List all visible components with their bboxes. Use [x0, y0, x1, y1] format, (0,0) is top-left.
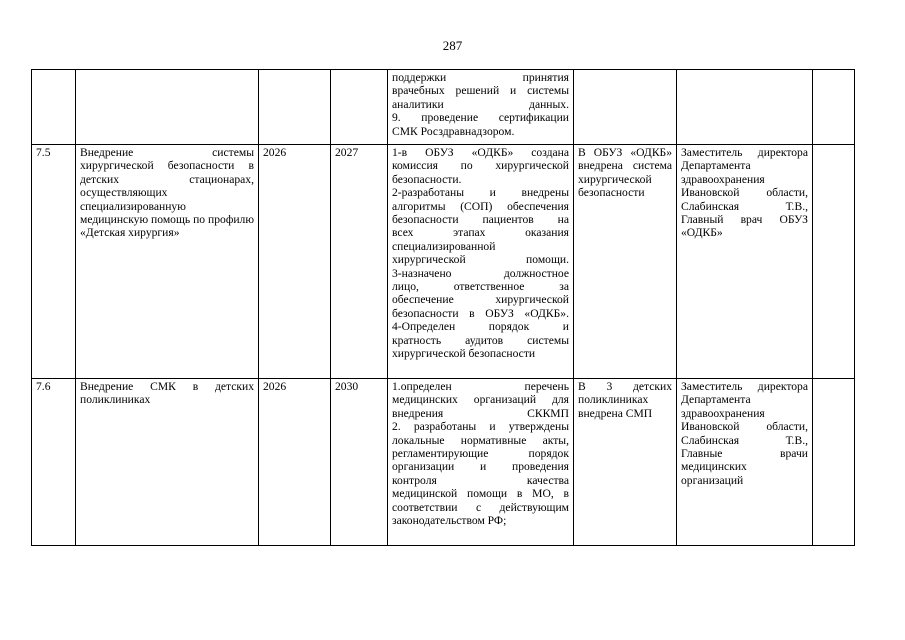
end-year-cell: 2030 — [331, 379, 388, 546]
indicator-cell: В ОБУЗ «ОДКБ» внедрена система хирургической безопасности — [574, 145, 677, 379]
result-line: медицинской помощи в МО, в — [392, 487, 569, 501]
result-line: специализированной — [392, 239, 496, 253]
result-line: поддержки принятия — [392, 71, 569, 84]
result-line: хирургической помощи. — [392, 253, 569, 267]
result-line: кратность аудитов системы — [392, 333, 569, 347]
result-line: безопасности в ОБУЗ «ОДКБ». — [392, 306, 569, 320]
result-line: локальные нормативные акты, — [392, 433, 569, 447]
result-line: лицо, ответственное за — [392, 280, 569, 294]
measure-name-cell: Внедрение СМК в детских поликлиниках — [76, 379, 259, 546]
result-line: аналитики данных. — [392, 97, 569, 111]
result-line: 9. проведение сертификации — [392, 111, 569, 125]
result-line: 4-Определен порядок и — [392, 320, 569, 334]
table-row — [32, 379, 855, 546]
result-line: медицинских организаций для — [392, 393, 569, 407]
result-line: соответствии с действующим — [392, 500, 569, 514]
result-line: регламентирующие порядок — [392, 447, 569, 461]
extra-cell — [813, 379, 855, 546]
result-line: 2-разработаны и внедрены — [392, 186, 569, 200]
extra-cell — [813, 145, 855, 379]
end-year-cell — [331, 70, 388, 145]
result-line: комиссия по хирургической — [392, 159, 569, 173]
plan-table — [31, 69, 855, 546]
responsible-cell: Заместитель директора Департамента здравоохранения Ивановской области, Слабинская Т.В., Главные врачи медицинских организаций — [677, 379, 813, 546]
measure-name-cell — [76, 70, 259, 145]
table-row — [32, 145, 855, 379]
result-line: организации и проведения — [392, 460, 569, 474]
result-line: 1-в ОБУЗ «ОДКБ» создана — [392, 146, 569, 159]
row-number-cell: 7.6 — [32, 379, 76, 546]
table-row — [32, 70, 855, 145]
result-line: законодательством РФ; — [392, 514, 507, 528]
end-year-cell: 2027 — [331, 145, 388, 379]
result-line: обеспечение хирургической — [392, 293, 569, 307]
responsible-cell — [677, 70, 813, 145]
start-year-cell — [259, 70, 331, 145]
result-line: внедрения СККМП — [392, 406, 569, 420]
page-number: 287 — [442, 38, 463, 53]
responsible-cell: Заместитель директора Департамента здравоохранения Ивановской области, Слабинская Т.В., Главный врач ОБУЗ «ОДКБ» — [677, 145, 813, 379]
result-line: алгоритмы (СОП) обеспечения — [392, 199, 569, 213]
indicator-cell — [574, 70, 677, 145]
result-line: 3-назначено должностное — [392, 266, 569, 280]
start-year-cell: 2026 — [259, 379, 331, 546]
row-number-cell — [32, 70, 76, 145]
measure-name-cell: Внедрение системы хирургической безопасности в детских стационарах, осуществляющих специализированную медицинскую помощь по профилю «Детская хирургия» — [76, 145, 259, 379]
result-line: контроля качества — [392, 473, 569, 487]
indicator-cell: В 3 детских поликлиниках внедрена СМП — [574, 379, 677, 546]
result-line: 1.определен перечень — [392, 380, 569, 393]
expected-result-cell — [388, 145, 574, 379]
result-line: врачебных решений и системы — [392, 84, 569, 98]
extra-cell — [813, 70, 855, 145]
result-line: 2. разработаны и утверждены — [392, 420, 569, 434]
expected-result-cell — [388, 70, 574, 145]
row-number-cell: 7.5 — [32, 145, 76, 379]
result-line: всех этапах оказания — [392, 226, 569, 240]
result-line: СМК Росздравнадзором. — [392, 124, 515, 138]
result-line: безопасности пациентов на — [392, 213, 569, 227]
start-year-cell: 2026 — [259, 145, 331, 379]
expected-result-cell — [388, 379, 574, 546]
result-line: безопасности. — [392, 172, 462, 186]
result-line: хирургической безопасности — [392, 347, 536, 361]
